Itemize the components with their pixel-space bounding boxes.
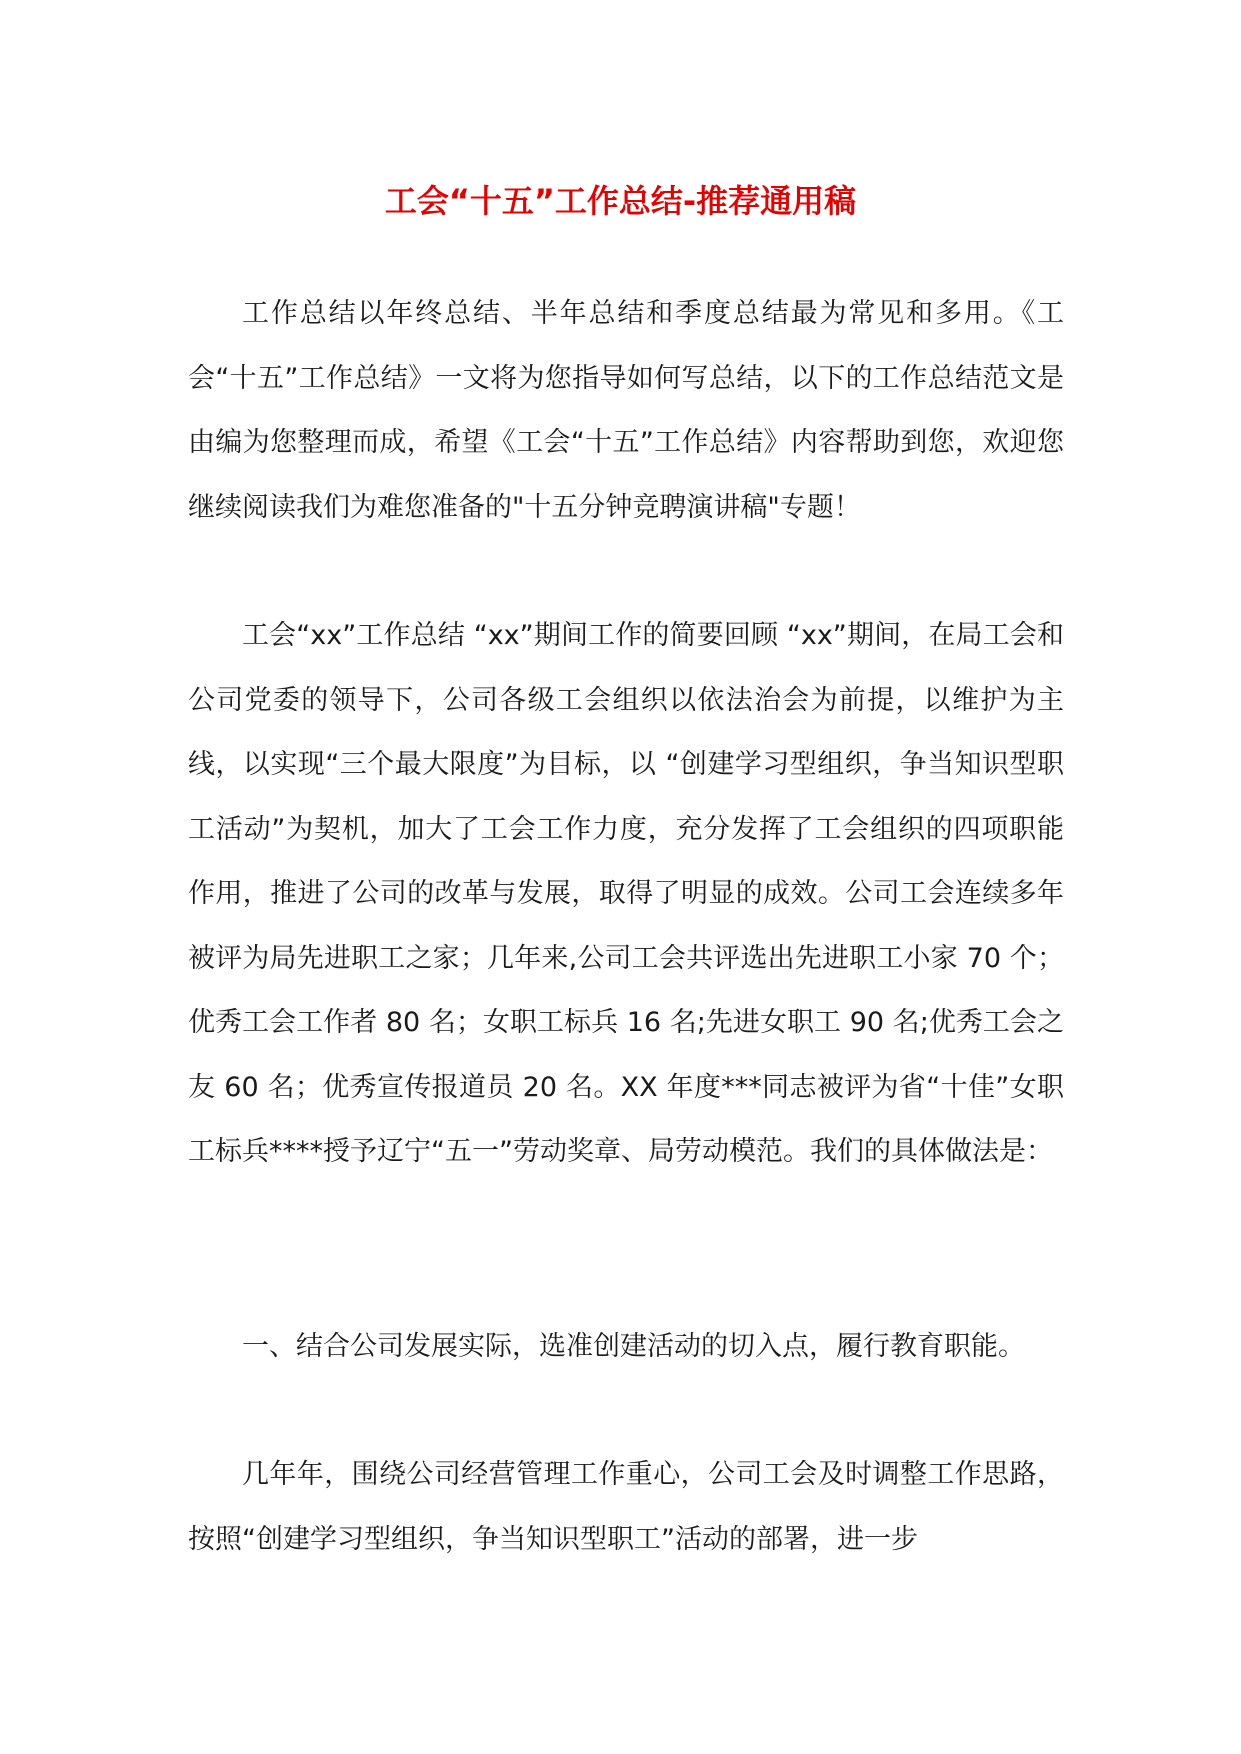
paragraph-intro: 工作总结以年终总结、半年总结和季度总结最为常见和多用。《工会“十五”工作总结》一文将为您指导如何写总结，以下的工作总结范文是由编为您整理而成，希望《工会“十五”工作总结》内容帮助到您，欢迎您继续阅读我们为难您准备的"十五分钟竞聘演讲稿"专题！: [188, 298, 1064, 523]
paragraph-section-one: 几年年，围绕公司经营管理工作重心，公司工会及时调整工作思路，按照“创建学习型组织，争当知识型职工”活动的部署，进一步: [188, 1459, 1064, 1555]
paragraph-review: 工会“xx”工作总结 “xx”期间工作的简要回顾 “xx”期间，在局工会和公司党委的领导下，公司各级工会组织以依法治会为前提，以维护为主线，以实现“三个最大限度”为目标，以 “创建学习型组织，争当知识型职工活动”为契机，加大了工会工作力度，充分发挥了工会组织的四项职能作用，推进了公司的改革与发展，取得了明显的成效。公司工会连续多年被评为局先进职工之家；几年来,公司工会共评选出先进职工小家 70 个；优秀工会工作者 80 名；女职工标兵 16 名;先进女职工 90 名;优秀工会之友 60 名；优秀宣传报道员 20 名。XX 年度***同志被评为省“十佳”女职工标兵****授予辽宁“五一”劳动奖章、局劳动模范。我们的具体做法是：: [188, 620, 1064, 1167]
document-title: 工会“十五”工作总结-推荐通用稿: [384, 182, 857, 221]
section-heading-one: 一、结合公司发展实际，选准创建活动的切入点，履行教育职能。: [242, 1331, 1025, 1362]
